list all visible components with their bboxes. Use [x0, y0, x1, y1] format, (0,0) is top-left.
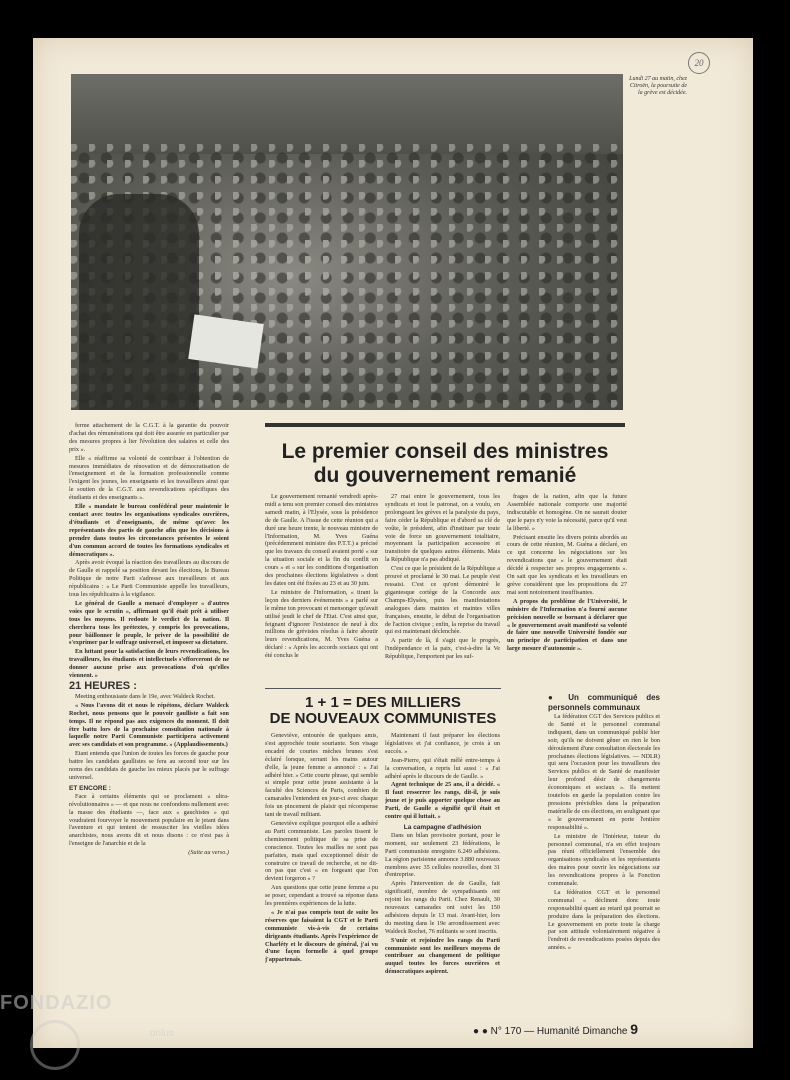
left-p3: Elle « mandate le bureau confédéral pour maintenir le contact avec toutes les organisations syndicales ouvrières, d'étudiants et d'enseignants, de même qu'avec les représentants des partis de gauche afin que les décisions à prendre dans toutes les circonstances présentes le soient d'un commun accord de toutes les formations syndicales et démocratiques ». — [69, 503, 229, 558]
main-col3-p3: A propos du problème de l'Université, le ministre de l'Information n'a fourni aucune précision nouvelle se bornant à déclarer que « le gouvernement avait manifesté sa volonté de faire une nouvelle Université fondée sur un principe de participation et dans une large mesure d'autonomie ». — [507, 597, 627, 653]
second-col1-p4: « Je n'ai pas compris tout de suite les réserves que faisaient la CGT et le Parti communiste vis-à-vis de certains dirigeants étudiants. Après l'expérience de Charléty et le discours de général, j'ai vu d'une façon formelle à quel groupe j'appartenais. — [265, 908, 378, 964]
second-headline-line2: DE NOUVEAUX COMMUNISTES — [269, 710, 497, 727]
communique-box — [548, 693, 660, 988]
page-footer — [473, 1021, 733, 1037]
second-col2-p4: Dans un bilan provisoire portant, pour le moment, sur seulement 23 fédérations, le Parti communiste enregistre 6.249 adhésions. La région parisienne annonce 3.880 nouveaux membres avec 35 cellules nouvelles, dont 31 d'entreprise. — [385, 831, 500, 879]
second-col2-p1: Maintenant il faut préparer les élections législatives et j'ai confiance, je crois à un succès. » — [385, 732, 500, 755]
photo-caption: Lundi 27 au matin, chez Citroën, la poursuite de la grève est décidée. — [629, 76, 687, 96]
communique-title: ● Un communiqué des personnels communaux — [548, 693, 660, 712]
headline-rule — [265, 423, 625, 427]
main-col3-p2: Précisant ensuite les divers points abordés au cours de cette réunion, M. Guéna a déclaré, en ce qui concerne les négociations sur les revendications que « le gouvernement était décidé à respecter ses propres engagements ». On sait que les syndicats et les travailleurs en grève considèrent que les propositions du 27 mai sont notoirement insuffisantes. — [507, 533, 627, 596]
main-col2-p1: 27 mai entre le gouvernement, tous les syndicats et tout le patronat, on a voulu, en prolongeant les grèves et la paralysie du pays, faire céder la République et d'abord sa clé de voûte, le président, afin d'instituer par toute voie de force un gouvernement totalitaire, moyennant la participation accessoire et transitoire de quelques autres éléments. Mais la République n'a pas abdiqué. — [385, 493, 500, 564]
second-col2-p3: Agent technique de 25 ans, il a décidé. « Il faut resserrer les rangs, dit-il, je suis jeune et je puis apporter quelque chose au Parti, de Gaulle a signifié qu'il était et contre qui il luttait. » — [385, 781, 500, 821]
second-col-2 — [385, 732, 500, 1000]
left-p7: Meeting enthousiaste dans le 19e, avec Waldeck Rochet. — [75, 692, 216, 700]
second-col2-subheading: La campagne d'adhésion — [403, 823, 482, 831]
main-col-1 — [265, 493, 378, 681]
watermark-text: FONDAZIO — [0, 992, 113, 1014]
newspaper-page — [33, 38, 753, 1048]
second-col2-p6: S'unir et rejoindre les rangs du Parti communiste sont les meilleurs moyens de contribuer au changement de politique auquel toutes les forces ouvrières et démocratiques aspirent. — [385, 936, 500, 976]
footer-text: N° 170 — Humanité Dimanche — [490, 1026, 628, 1037]
second-headline — [265, 695, 501, 727]
main-col1-p1: Le gouvernement remanié vendredi après-midi a tenu son premier conseil des ministres samedi matin, à l'Elysée, sous la présidence de de Gaulle. A l'issue de cette réunion qui a duré une heure trente, le nouveau ministre de l'Information, M. Yves Guéna (précédemment ministre des P.T.T.) a précisé que les travaux du conseil avaient porté « sur la situation sociale et la fin du conflit en cours » et « sur les conditions d'organisation des prochaines élections législatives » dont les dates ont été fixées au 23 et au 30 juin. — [265, 493, 378, 587]
main-col3-p1: frages de la nation, afin que la future Assemblée nationale comporte une majorité indiscutable et homogène. On ne saurait douter que le pays n'y voie la nécessité, parce qu'il veut la liberté. » — [507, 493, 627, 532]
main-headline-line1: Le premier conseil des ministres — [281, 440, 609, 463]
photo-paper-sheet — [188, 314, 264, 368]
left-p8: « Nous l'avons dit et nous le répétons, déclare Waldeck Rochet, nous pensons que le pouvoir gaulliste a fait son temps. Il ne répond pas aux exigences du moment. Il doit être battu lors de la prochaine consultation nationale à laquelle notre Parti Communiste participera activement avec ses candidats et son programme. » (Applaudissements.) — [69, 701, 229, 749]
second-col-1 — [265, 732, 378, 1000]
watermark-logo-icon — [30, 1020, 80, 1070]
main-col2-p2: C'est ce que le président de la République a prouvé et proclamé le 30 mai. Le peuple s'est ressaisi. C'est ce qu'ont démontré le gigantesque cortège de la Concorde aux Champs-Elysées, puis les manifestations analogues dans maintes et maintes villes françaises, ensuite, le début de l'organisation de l'action civique ; enfin, la reprise du travail qui est maintenant déclenchée. — [385, 565, 500, 636]
second-article-rule — [265, 688, 501, 689]
second-col1-p3: Aux questions que cette jeune femme a pu se poser, cependant a trouvé sa réponse dans les premières expériences de la lutte. — [265, 884, 378, 908]
left-p10: Face à certains éléments qui se proclament « ultra-révolutionnaires » — et que nous ne confondons nullement avec la masse des étudiants —, face aux « gauchistes » qui voudraient fourvoyer le mouvement populaire en le jetant dans l'aventure et qui tentent de ressusciter les vieilles idées anarchistes, nous avons dit et nous disons : ce n'est pas à l'enseigne de l'anarchie et de la — [69, 792, 229, 848]
watermark-sub: onlus — [150, 1028, 174, 1039]
left-column — [69, 422, 229, 1014]
left-p9: Etant entendu que l'union de toutes les forces de gauche pour battre les candidats gaullistes se fera au second tour sur les noms des candidats de gauche les mieux placés par le suffrage universel. — [69, 750, 229, 781]
main-col2-p3: A partir de là, il s'agit que le progrès, l'indépendance et la paix, c'est-à-dire la Ve République, l'emportent par les suf- — [385, 637, 500, 661]
suite-note: (Suite au verso.) — [188, 849, 229, 857]
second-col1-p1: Geneviève, entourée de quelques amis, s'est approchée toute souriante. Son visage encadré de courtes mèches brunes s'est éclairé lorsque, serrant les mains autour d'elle, la jeune femme a annoncé : « J'ai adhéré hier. » Cette courte phrase, qui semble si simple pour cette jeune assistante à la faculté des Sciences de Paris, combien de camarades l'entendent en jour-ci avec chaque fois un pincement de plaisir qui récompense tant de travail militant. — [265, 732, 378, 819]
main-headline — [255, 440, 635, 488]
page-number: 9 — [630, 1021, 639, 1037]
main-headline-line2: du gouvernement remanié — [313, 464, 577, 487]
photo-background — [71, 74, 623, 154]
second-col1-p2: Geneviève explique pourquoi elle a adhéré au Parti communiste. Les paroles tissent le cheminement politique de sa prise de conscience. Toutes les mailles ne sont pas parfaites, mais quel exceptionnel désir de construire ce travail de recherche, et ne dit-on pas que c'est « en forgeant que l'on devient forgeron » ? — [265, 819, 378, 883]
communique-p3: La fédération CGT et le personnel communal « déclinent donc toute responsabilité quant au retard qui pourrait se produire dans la préparation des élections. Le gouvernement en porte toute la charge par son attitude volontairement négative à l'endroit de revendications posées depuis des années. » — [548, 888, 660, 952]
main-col1-p2: Le ministre de l'Information, « tirant la leçon des derniers événements » a parlé sur le même ton provocant et mensonger qu'avait utilisé jeudi le chef de l'Etat. C'est ainsi que, feignant d'ignorer l'existence de neuf à dix millions de grévistes résolus à faire aboutir leurs revendications, M. Yves Guéna a déclaré : « Après les accords sociaux qui ont été conclus le — [265, 588, 378, 660]
second-headline-line1: 1 + 1 = DES MILLIERS — [305, 694, 461, 711]
encore-heading: ET ENCORE : — [69, 784, 111, 792]
communique-title-text: Un communiqué des personnels communaux — [548, 693, 660, 712]
heures-heading: 21 HEURES : — [69, 680, 137, 692]
left-p4: Après avoir évoqué la réaction des travailleurs au discours de de Gaulle et rappelé sa position devant les élections, le Bureau Politique de notre Parti s'adresse aux travailleurs et aux républicains : « Le Parti Communiste appelle les travailleurs, tous les républicains à la vigilance. — [69, 559, 229, 599]
left-p5: Le général de Gaulle a menacé d'employer « d'autres voies que le scrutin », affirmant qu'il était prêt à utiliser tous les moyens. Il redoute le verdict de la nation. Il cherchera tous les prétextes, y compris les provocations, pour bâillonner le peuple, le priver de la possibilité de s'exprimer par le suffrage universel, et imposer sa dictature. — [69, 599, 229, 647]
second-col2-p2: Jean-Pierre, qui s'était mêlé entre-temps à la conversation, a repris lui aussi : « J'ai adhéré après le discours de de Gaulle. » — [385, 756, 500, 780]
communique-p2: Le ministre de l'Intérieur, tuteur du personnel communal, n'a en effet toujours pas réuni officiellement l'ensemble des organisations syndicales et les représentants des maires pour ouvrir les négociations sur les revendications propres à la Fonction communale. — [548, 832, 660, 888]
communique-p1: La fédération CGT des Services publics et de Santé et le personnel communal indiquent, dans un communiqué publié hier soir, qu'ils ne doivent gêner en rien le bon déroulement d'une consultation électorale les prochaines élections législatives. — NDLR) qui sera l'occasion pour les travailleurs des Services publics et de Santé de manifester leur profond désir de changements économiques et sociaux ». Ils mettent toutefois en garde la population contre les pressions prévisibles dans la préparation matérielle de ces élections, en soulignant que « le gouvernement en porte l'entière responsabilité ». — [548, 713, 660, 831]
photo-foreground-figure — [79, 194, 199, 410]
footer-dots: ● ● — [473, 1026, 488, 1037]
left-p6: En luttant pour la satisfaction de leurs revendications, les travailleurs, les étudiants et intellectuels s'efforceront de ne donner aucune prise aux provocations d'où qu'elles viennent. » — [69, 648, 229, 680]
left-p2: Elle « réaffirme sa volonté de contribuer à l'obtention de mesures immédiates de rénovation et de démocratisation de l'enseignement et de la formation professionnelle comme l'exigent les jeunes, les enseignants et les travailleurs ainsi que le soutien de la C.G.T. aux revendications spécifiques des étudiants et des enseignants ». — [69, 454, 229, 502]
left-p1: ferme attachement de la C.G.T. à la garantie du pouvoir d'achat des rémunérations qui doit être assurée en particulier par des mesures propres à lier l'évolution des salaires et celle des prix ». — [69, 422, 229, 453]
second-col2-p5: Après l'intervention de de Gaulle, fait significatif, nombre de sympathisants ont rejoint les rangs du Parti. Chez Renault, 30 nouveaux camarades ont suivi les 150 adhésions depuis le 13 mai. Avant-hier, lors du meeting dans le 19e arrondissement avec Waldeck Rochet, 76 militants se sont inscrits. — [385, 880, 500, 935]
archive-annotation: 20 — [688, 52, 710, 74]
main-col-2 — [385, 493, 500, 681]
main-col-3 — [507, 493, 627, 693]
strike-crowd-photo — [71, 74, 623, 410]
